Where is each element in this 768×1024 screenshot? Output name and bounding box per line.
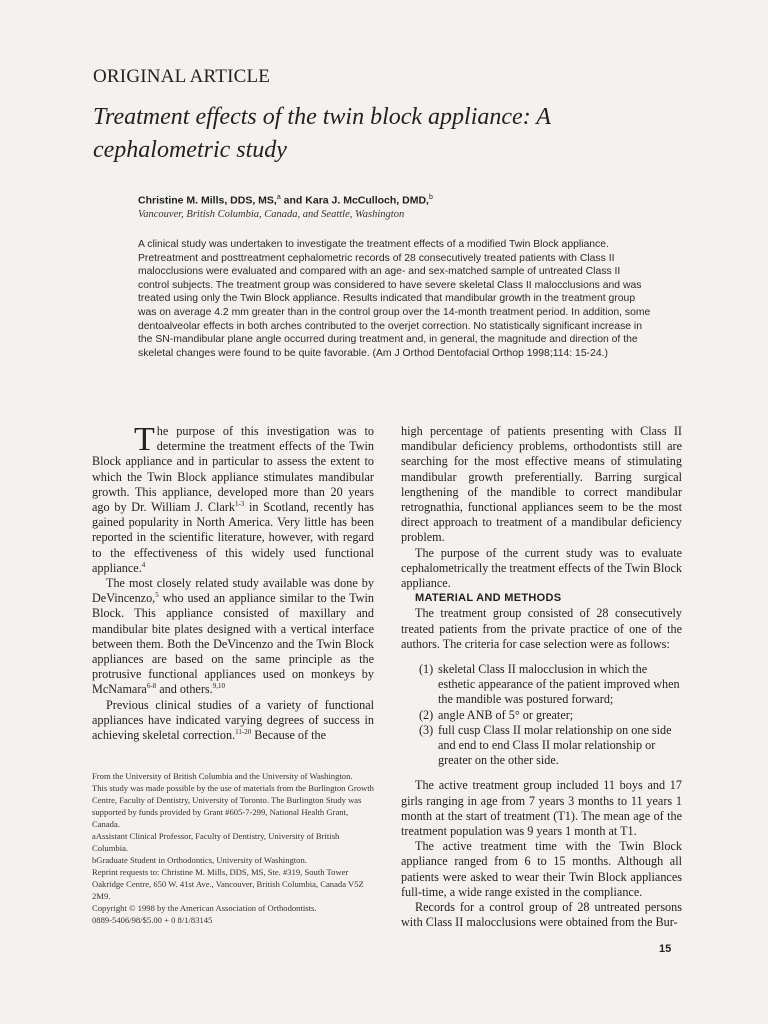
article-title: Treatment effects of the twin block appliance: A cephalometric study (93, 104, 551, 163)
list-number: (2) (419, 707, 434, 722)
body-paragraph: high percentage of patients presenting with Class II mandibular deficiency problems, orthodontists still are searching for the most effective means of stimulating mandibular growth preferentially. Barring surgical lengthening of the mandible to correct mandibular retrognathia, functional appliances seem to be the most direct approach to treatment of a mandibular deficiency problem. (401, 424, 682, 545)
body-paragraph: The treatment group consisted of 28 consecutively treated patients from the private practice of one of the authors. The criteria for case selection were as follows: (401, 606, 682, 651)
citation-ref: 5 (155, 591, 159, 600)
left-column (92, 421, 374, 743)
citation-ref: 1-3 (234, 499, 245, 508)
author-1-marker: a (276, 194, 281, 201)
footnote: Reprint requests to: Christine M. Mills, DDS, MS, Ste. #319, South Tower Oakridge Centre, 650 W. 41st Ave., Vancouver, British Columbia, Canada V5Z 2M9. (92, 867, 364, 901)
footnote: 0889-5406/98/$5.00 + 0 8/1/83145 (92, 915, 213, 925)
footnote: This study was made possible by the use of materials from the Burlington Growth Centre, Faculty of Dentistry, University of Toronto. The Burlington Study was supported by funds provided by Grant #605-7-299, National Health Grant, Canada. (92, 783, 374, 829)
footnote: aAssistant Clinical Professor, Faculty of Dentistry, University of British Columbia. (92, 831, 340, 853)
text-run: Because of the (251, 728, 327, 743)
text-run: The most closely related study available was done by DeVincenzo, (92, 576, 374, 606)
list-text: full cusp Class II molar relationship on one side and end to end Class II molar relationship or greater on the other side. (438, 722, 672, 768)
author-2-marker: b (428, 194, 433, 201)
body-paragraph: Records for a control group of 28 untreated persons with Class II malocclusions were obtained from the Bur- (401, 900, 682, 930)
author-2: Kara J. McCulloch, DMD, (305, 194, 429, 207)
text-run: who used an appliance similar to the Twin Block. This appliance consisted of maxillary and mandibular bite plates designed with a vertical interface between them. Both the DeVincenzo and the Twin Block appliances are based on the same principle as the protrusive functional appliances used on monkeys by McNamara (92, 591, 374, 697)
footnotes (92, 770, 376, 926)
intro-paragraph-2 (92, 576, 374, 698)
author-1: Christine M. Mills, DDS, MS, (138, 194, 277, 207)
body-paragraph: The purpose of the current study was to evaluate cephalometrically the treatment effects of the Twin Block appliance. (401, 545, 682, 591)
right-column (401, 424, 682, 931)
list-text: angle ANB of 5° or greater; (438, 707, 574, 722)
page-number: 15 (659, 943, 672, 955)
text-run: he purpose of this investigation was to determine the treatment effects of the Twin Block appliance and in particular to assess the extent to which the Twin Block appliance stimulates mandibular growth. This appliance, developed more than 20 years ago by Dr. William J. Clark (92, 424, 374, 515)
intro-paragraph-1 (92, 421, 374, 576)
affiliation: Vancouver, British Columbia, Canada, and Seattle, Washington (138, 209, 405, 220)
text-run: Previous clinical studies of a variety of functional appliances have indicated varying degrees of success in achieving skeletal correction. (92, 697, 374, 743)
criteria-list (401, 662, 682, 768)
citation-ref: 9,10 (212, 682, 225, 691)
author-joiner: and (280, 194, 306, 207)
list-item (401, 708, 682, 723)
citation-ref: 4 (141, 560, 146, 569)
citation-ref: 6-8 (146, 682, 157, 691)
footnote: bGraduate Student in Orthodontics, University of Washington. (92, 855, 307, 865)
footnote: From the University of British Columbia and the University of Washington. (92, 771, 353, 781)
intro-paragraph-3 (92, 698, 374, 744)
list-item (401, 723, 682, 769)
text-run: and others. (156, 682, 213, 697)
footnote: Copyright © 1998 by the American Association of Orthodontists. (92, 903, 317, 913)
drop-cap: T (134, 421, 155, 458)
citation-ref: 11-20 (235, 728, 252, 736)
list-number: (3) (419, 722, 434, 737)
list-text: skeletal Class II malocclusion in which the esthetic appearance of the patient improved when the mandible was postured forward; (438, 662, 680, 707)
abstract: A clinical study was undertaken to investigate the treatment effects of a modified Twin Block appliance. Pretreatment and posttreatment cephalometric records of 28 consecutively treated patients with Class II malocclusions were evaluated and compared with an age- and sex-matched sample of untreated Class II control subjects. The treatment group was considered to have severe skeletal Class II malocclusions and was treated using only the Twin Block appliance. Results indicated that mandibular growth in the treatment group was on average 4.2 mm greater than in the control group over the 14-month treatment period. In addition, some dentoalveolar effects in both arches contributed to the overjet correction. No statistically significant increase in the SN-mandibular plane angle occurred during treatment and, in general, the magnitude and direction of the skeletal changes were found to be quite favorable. (Am J Orthod Dentofacial Orthop 1998;114: 15-24.) (138, 239, 651, 359)
body-paragraph: The active treatment group included 11 boys and 17 girls ranging in age from 7 years 3 months to 11 years 1 month at the start of treatment (T1). The mean age of the treatment population was 9 years 1 month at T1. (401, 778, 682, 839)
list-number: (1) (419, 662, 434, 677)
list-item (401, 662, 682, 708)
body-paragraph: The active treatment time with the Twin Block appliance ranged from 6 to 15 months. Although all patients were asked to wear their Twin Block appliances full-time, a wide range existed in the compliance. (401, 839, 682, 899)
author-line (138, 194, 433, 207)
text-run: in Scotland, recently has gained popularity in North America. Very little has been reported in the scientific literature, however, with regard to the effectiveness of this widely used functional appliance. (92, 500, 374, 575)
section-heading: MATERIAL AND METHODS (415, 592, 562, 605)
section-label: ORIGINAL ARTICLE (93, 66, 271, 87)
